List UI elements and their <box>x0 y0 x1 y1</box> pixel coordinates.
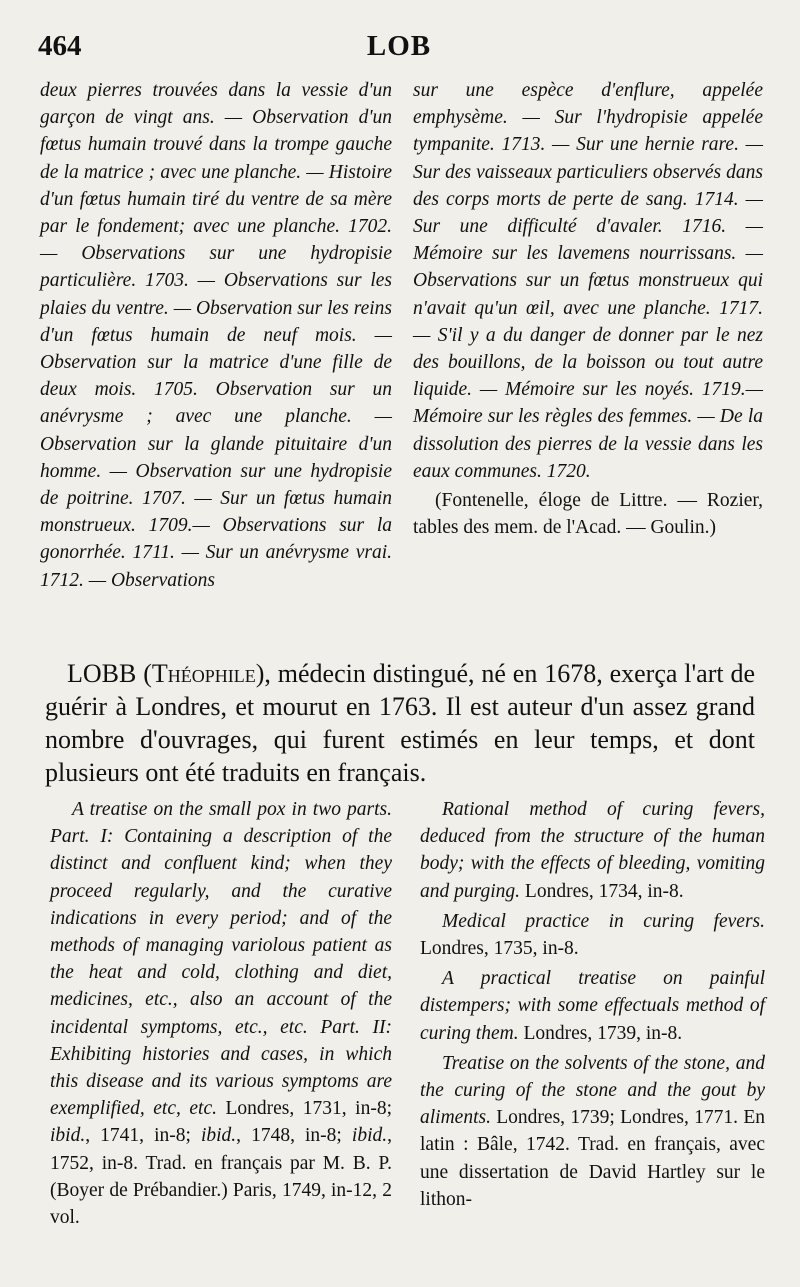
sources-citation: (Fontenelle, éloge de Littre. — Rozier, tables des mem. de l'Acad. — Goulin.) <box>413 490 763 539</box>
biography-entry: LOBB (Théophile), médecin distingué, né en 1678, exerça l'art de guérir à Londres, et mourut en 1763. Il est auteur d'un assez grand nombre d'ouvrages, qui furent estimés en leur temps, et dont plusieurs ont été traduits en français. <box>45 659 755 787</box>
ibid-2: ibid. <box>200 1125 237 1147</box>
work-entry <box>50 796 392 1231</box>
work-title: Treatise on the solvents of the stone, and the curing of the stone and the gout by aliments. <box>420 1052 765 1129</box>
work-publication: Londres, 1739, in-8. <box>518 1022 683 1044</box>
work-entry <box>420 908 765 962</box>
entry-surname: LOBB <box>67 659 137 688</box>
work-publication: Londres, 1734, in-8. <box>520 880 684 902</box>
work-entry <box>420 965 765 1047</box>
entry-text: , médecin distingué, né en 1678, exerça l'art de guérir à Londres, et mourut en 1763. Il est auteur d'un assez grand nombre d'ouvrages, qui furent estimés en leur temps, et dont plusieurs ont été traduits en français. <box>45 659 755 787</box>
works-list-end: sur une espèce d'enflure, appelée emphysème. — Sur l'hydropisie appelée tympanite. 1713. — Sur une hernie rare. — Sur des vaisseaux particuliers observés dans des corps morts de perte de sang. 1714. — Sur une difficulté d'avaler. 1716. — Mémoire sur les lavemens nourrissans. — Observations sur un fœtus monstrueux qui n'avait qu'un œil, avec une planche. 1717. — S'il y a du danger de donner par le nez des bouillons, de la boisson ou tout autre liquide. — Mémoire sur les noyés. 1719.— Mémoire sur les règles des femmes. — De la dissolution des pierres de la vessie dans les eaux communes. 1720. <box>413 80 763 482</box>
work-entry <box>420 1050 765 1213</box>
work-publication-3: , 1748, in-8; <box>236 1125 342 1147</box>
work-publication-2: , 1741, in-8; <box>85 1125 191 1147</box>
work-title: A practical treatise on painful distempers; with some effectuals method of curing them. <box>420 968 765 1044</box>
works-list-continued: deux pierres trouvées dans la vessie d'un garçon de vingt ans. — Observation d'un fœtus humain trouvé dans la trompe gauche de la matrice ; avec une planche. — Histoire d'un fœtus humain tiré du ventre de sa mère par le fondement; avec une planche. 1702. — Observations sur une hydropisie particulière. 1703. — Observations sur les plaies du ventre. — Observation sur les reins d'un fœtus humain de neuf mois. — Observation sur la matrice d'une fille de deux mois. 1705. Observation sur un anévrysme ; avec une planche. — Observation sur la glande pituitaire d'un homme. — Observation sur une hydropisie de poitrine. 1707. — Sur un fœtus humain monstrueux. 1709.— Observations sur la gonorrhée. 1711. — Sur un anévrysme vrai. 1712. — Observations <box>40 80 392 591</box>
entry-forename: Théophile <box>151 659 256 688</box>
work-title: Rational method of curing fevers, deduced from the structure of the human body; with the effects of bleeding, vomiting and purging. <box>420 799 765 902</box>
work-publication: Londres, 1739; Londres, 1771. En latin : Bâle, 1742. Trad. en français, avec une dissertation de David Hartley sur le lithon- <box>420 1107 765 1210</box>
running-head: LOB <box>366 30 432 62</box>
ibid-1: ibid. <box>50 1125 86 1147</box>
ibid-3: ibid. <box>351 1125 388 1147</box>
top-right-column <box>413 77 763 541</box>
work-entry <box>420 796 765 905</box>
bottom-left-column <box>50 796 392 1231</box>
bottom-right-column <box>420 796 765 1216</box>
work-title: A treatise on the small pox in two parts. Part. I: Containing a description of the distinct and confluent kind; when they proceed regularly, and the curative indications in every period; and of the methods of managing variolous patient as the heat and cold, clothing and diet, medicines, etc., also an account of the incidental symptoms, etc., etc. Part. II: Exhibiting histories and cases, in which this disease and its various symptoms are exemplified, etc, etc. <box>50 799 392 1120</box>
work-publication: Londres, 1731, in-8; <box>225 1098 392 1120</box>
page-number: 464 <box>38 30 82 62</box>
page-header <box>38 30 760 70</box>
work-publication: Londres, 1735, in-8. <box>420 938 579 960</box>
top-left-column <box>40 77 392 594</box>
work-title: Medical practice in curing fevers. <box>442 910 765 932</box>
work-publication-4: , 1752, in-8. Trad. en français par M. B. P. (Boyer de Prébandier.) Paris, 1749, in-12, 2 vol. <box>50 1125 392 1229</box>
